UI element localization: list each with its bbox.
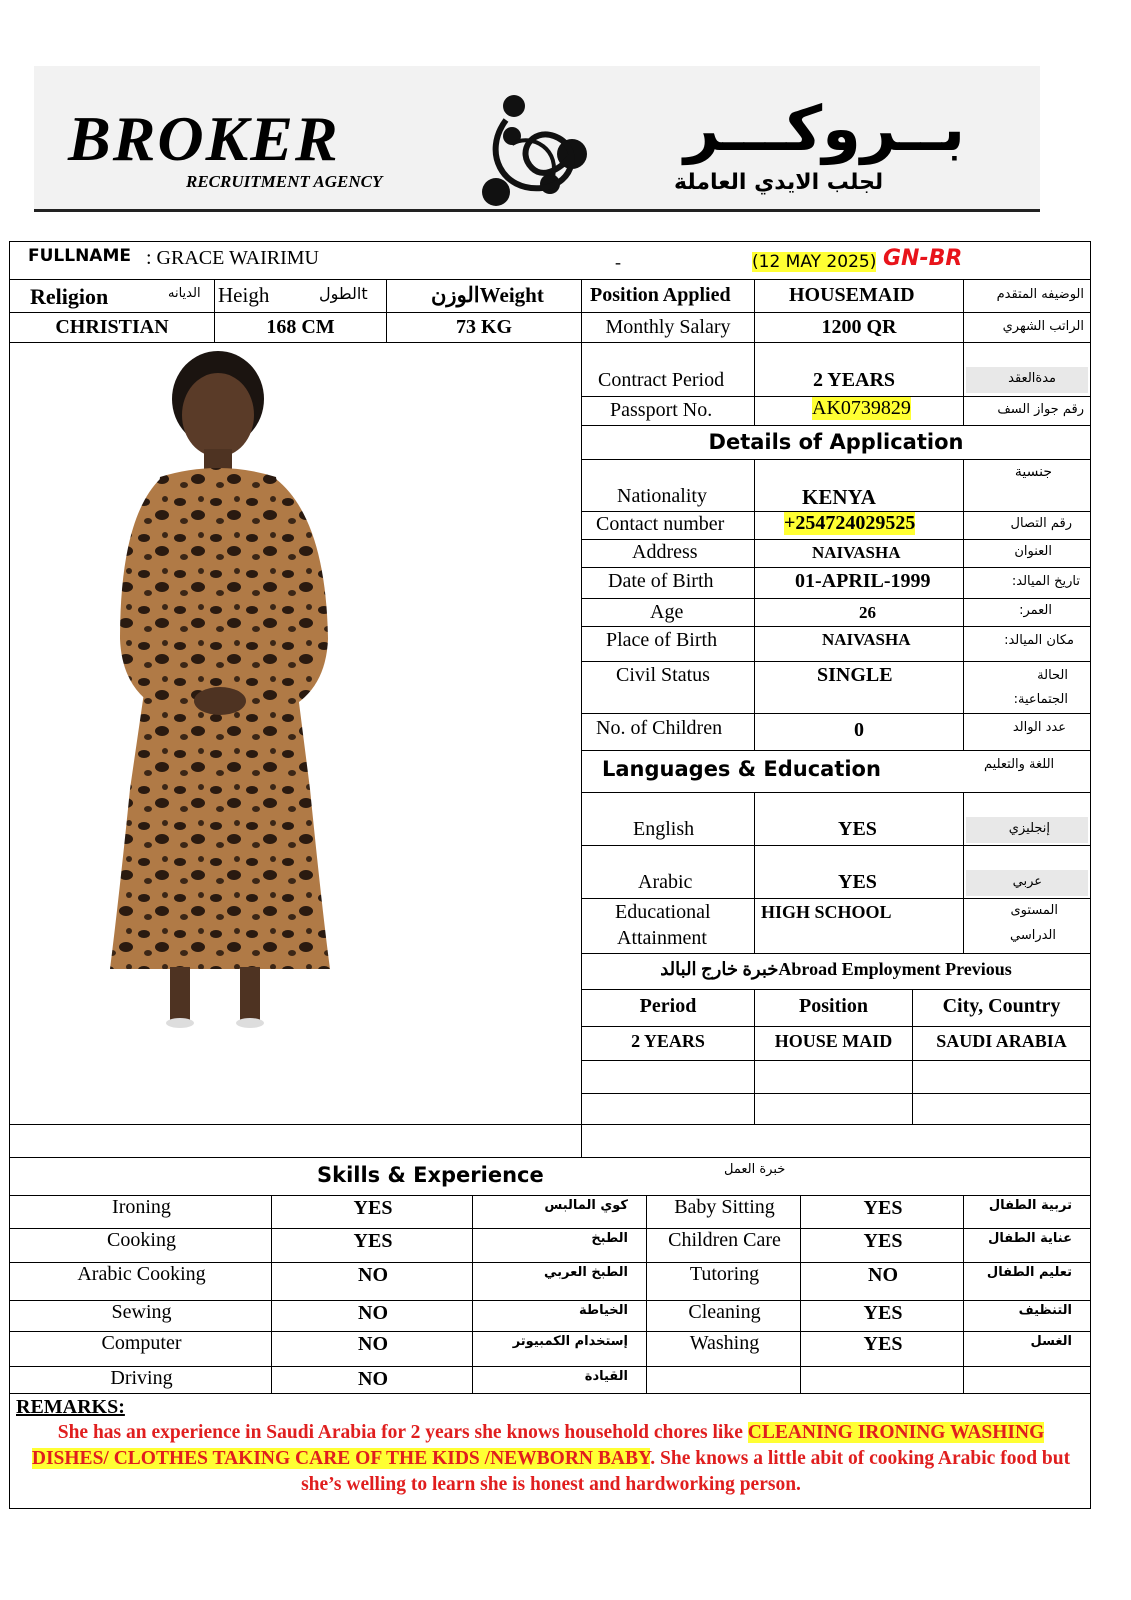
pob-label-cell [581,626,755,662]
age-label: Age [650,601,684,623]
skill-right-ar: عناية الطفال [988,1231,1072,1246]
skill-left-label: Ironing [112,1196,171,1218]
religion-label: Religion [30,284,109,309]
brand-name: BROKER [68,103,340,174]
candidate-photo [100,349,360,1029]
children-label-cell [581,713,755,751]
nationality-label-cell [581,459,755,512]
abroad-header-position: Position [754,989,913,1027]
skill-left-ar-cell [472,1300,647,1332]
nationality-value-cell [754,459,964,512]
skill-left-label: Sewing [111,1301,172,1323]
passport-value: AK0739829 [812,397,911,419]
position-value: HOUSEMAID [789,284,915,306]
skill-left-value: NO [358,1302,388,1324]
address-ar-cell [963,539,1091,568]
skill-left-ar: الخياطة [578,1303,628,1318]
skill-left-value: NO [358,1264,388,1286]
abroad-empty-2c [912,1093,1091,1125]
passport-value-cell [754,396,964,426]
arabic-value: YES [838,871,877,893]
arabic-ar: عربي [1012,874,1042,889]
english-label: English [633,818,695,840]
age-label-cell [581,598,755,627]
fullname-row [9,241,1091,280]
abroad-row-period: 2 YEARS [581,1026,755,1061]
skill-right-label: Baby Sitting [674,1196,775,1218]
fullname-label: FULLNAME [28,246,131,266]
age-ar-cell [963,598,1091,627]
abroad-header-city: City, Country [912,989,1091,1027]
skill-right-value-cell [800,1228,964,1263]
religion-header-cell [9,279,215,313]
spacer-right [581,1124,1091,1158]
age-value-cell [754,598,964,627]
skill-left-value-cell [271,1195,473,1229]
dob-value-cell [754,567,964,599]
weight-value-cell [386,312,582,343]
edu-label-line1: Educational [615,901,711,923]
skill-left-label-cell [9,1300,272,1332]
brand-subtitle: RECRUITMENT AGENCY [186,172,383,191]
skill-left-label-cell [9,1195,272,1229]
arabic-label-cell [581,845,755,899]
age-ar: العمر: [1019,603,1052,618]
reference-code: GN-BR [883,246,963,271]
contract-ar: مدةالعقد [1008,371,1056,386]
skill-left-value: NO [358,1368,388,1390]
skill-right-ar-cell [963,1195,1091,1229]
skill-right-ar-cell [963,1331,1091,1367]
dob-ar-cell [963,567,1091,599]
edu-ar-line2: الدراسي [1009,928,1056,943]
contact-value-cell [754,511,964,540]
address-label: Address [632,541,698,563]
weight-header-cell [386,279,582,313]
skill-left-label-cell [9,1228,272,1263]
skill-left-ar-cell [472,1366,647,1394]
arabic-brand: بــروكـــر [684,92,965,165]
weight-label: الوزنWeight [431,283,544,307]
remarks-highlight-1: CLEANING IRONING WASHING [747,1422,1045,1443]
children-ar-cell [963,713,1091,751]
address-ar: العنوان [1014,544,1052,559]
pob-label: Place of Birth [606,629,718,651]
skill-right-ar: التنظيف [1018,1303,1072,1318]
skill-left-ar: القيادة [584,1369,628,1384]
skill-right-label-cell [646,1195,801,1229]
position-label: Position Applied [590,284,731,306]
position-ar-cell [963,279,1091,313]
contract-label: Contract Period [598,369,725,391]
salary-ar: الراتب الشهري [1002,319,1084,334]
contact-label: Contact number [596,513,725,535]
salary-label-cell [581,312,755,343]
skill-left-value-cell [271,1366,473,1394]
height-label: Heigh [218,283,270,307]
dob-value: 01-APRIL-1999 [795,570,931,592]
contract-ar-cell [963,342,1091,397]
address-value-cell [754,539,964,568]
abroad-empty-2a [581,1093,755,1125]
skill-right-ar: الغسل [1030,1334,1072,1349]
arabic-ar-cell [963,845,1091,899]
details-title: Details of Application [708,430,964,454]
contact-value: +254724029525 [784,512,916,534]
abroad-empty-1b [754,1060,913,1094]
skill-left-label: Computer [101,1332,182,1354]
passport-label-cell [581,396,755,426]
edu-label-line2: Attainment [617,927,707,949]
edu-ar-line1: المستوى [1010,903,1058,918]
contract-label-cell [581,342,755,397]
skill-left-ar: الطبخ [591,1231,628,1246]
civil-value-cell [754,661,964,714]
address-value: NAIVASHA [812,543,901,562]
position-ar: الوضيفه المتقدم [996,287,1084,302]
salary-label: Monthly Salary [605,316,731,338]
salary-value: 1200 QR [821,316,897,338]
skill-right-label-cell [646,1366,801,1394]
skill-right-ar-cell [963,1228,1091,1263]
fullname-value: : GRACE WAIRIMU [146,247,319,269]
skill-right-value-cell [800,1331,964,1367]
skill-left-label: Cooking [107,1229,176,1251]
contract-value: 2 YEARS [813,369,896,391]
pob-value-cell [754,626,964,662]
skill-left-ar: الطبخ العربي [544,1265,628,1280]
nationality-value: KENYA [802,485,876,509]
details-title-cell [581,425,1091,460]
skill-right-value-cell [800,1366,964,1394]
languages-title-cell [581,750,1091,793]
english-value: YES [838,818,877,840]
skill-right-label-cell [646,1331,801,1367]
skill-left-label-cell [9,1366,272,1394]
skill-left-ar-cell [472,1228,647,1263]
abroad-row-city: SAUDI ARABIA [912,1026,1091,1061]
arabic-value-cell [754,845,964,899]
skill-left-label-cell [9,1262,272,1301]
pob-ar: مكان الميالد: [1004,633,1074,648]
skill-right-value-cell [800,1300,964,1332]
pob-value: NAIVASHA [822,630,911,649]
skill-right-label: Washing [689,1332,760,1354]
remarks-text [20,1420,1082,1498]
abroad-empty-1c [912,1060,1091,1094]
skill-right-ar-cell [963,1366,1091,1394]
salary-value-cell [754,312,964,343]
skills-title-ar: خبرة العمل [724,1162,786,1177]
edu-value-cell [754,898,964,954]
languages-title-ar: اللغة والتعليم [984,757,1055,772]
nationality-ar-cell [963,459,1091,512]
skill-right-value-cell [800,1262,964,1301]
skill-left-value: NO [358,1333,388,1355]
civil-ar: الحالة الجتماعية: [1013,668,1068,707]
contact-ar: رقم التصال [1010,516,1072,531]
skill-left-ar-cell [472,1262,647,1301]
skill-left-ar: كوي المالبس [544,1198,628,1213]
skill-left-ar-cell [472,1195,647,1229]
contact-ar-cell [963,511,1091,540]
skill-left-value: YES [353,1197,393,1219]
edu-label-cell [581,898,755,954]
english-label-cell [581,792,755,846]
remarks-part-3: . She knows a little abit of cooking Arabic food but she’s welling to learn she is honest and hardworking person. [301,1448,1071,1495]
skill-right-ar: تعليم الطفال [986,1265,1072,1280]
remarks-label: REMARKS: [16,1396,125,1418]
skill-left-label: Arabic Cooking [77,1263,206,1285]
remarks-part-1: She has an experience in Saudi Arabia for 2 years she knows household chores like [57,1422,748,1443]
skill-right-label-cell [646,1300,801,1332]
abroad-empty-2b [754,1093,913,1125]
position-label-cell [581,279,755,313]
skill-left-value-cell [271,1262,473,1301]
civil-label-cell [581,661,755,714]
skill-left-value-cell [271,1300,473,1332]
nationality-ar: جنسية [1014,464,1052,480]
children-value: 0 [854,719,864,741]
height-value: 168 CM [266,316,335,338]
languages-title: Languages & Education [602,757,881,781]
skills-title: Skills & Experience [317,1163,544,1187]
passport-ar: رقم جواز السف [997,402,1084,417]
skill-left-value-cell [271,1331,473,1367]
skill-right-value-cell [800,1195,964,1229]
contact-label-cell [581,511,755,540]
skill-right-value: NO [868,1264,898,1286]
passport-ar-cell [963,396,1091,426]
skill-right-ar-cell [963,1300,1091,1332]
skill-right-ar: تربية الطفال [988,1198,1072,1213]
children-ar: عدد الوالد [1012,720,1066,735]
height-header-cell [214,279,387,313]
civil-ar-cell [963,661,1091,714]
skill-right-value: YES [863,1197,903,1219]
abroad-title-cell [581,953,1091,990]
skill-left-value-cell [271,1228,473,1263]
spacer-left [9,1124,582,1158]
skill-right-label: Tutoring [689,1263,760,1285]
skill-right-label-cell [646,1228,801,1263]
english-ar: إنجليزي [1008,821,1050,836]
nationality-label: Nationality [617,485,707,507]
photo-area [9,342,582,1125]
dob-label: Date of Birth [608,570,714,592]
salary-ar-cell [963,312,1091,343]
arabic-label: Arabic [638,871,693,893]
position-value-cell [754,279,964,313]
religion-value: CHRISTIAN [55,316,169,338]
english-ar-cell [963,792,1091,846]
skill-right-value: YES [863,1302,903,1324]
skill-right-ar-cell [963,1262,1091,1301]
skill-right-label: Children Care [668,1229,781,1251]
skill-right-label-cell [646,1262,801,1301]
skill-left-label: Driving [110,1367,173,1389]
agency-logo-icon [472,92,602,210]
civil-value: SINGLE [817,664,893,686]
letterhead [34,66,1040,212]
dob-ar: تاريخ الميالد: [1011,574,1080,589]
skill-left-value: YES [353,1230,393,1252]
abroad-empty-1a [581,1060,755,1094]
arabic-subtitle: لجلب الايدي العاملة [674,170,884,195]
weight-value: 73 KG [455,316,513,338]
dash: - [615,252,621,272]
address-label-cell [581,539,755,568]
children-label: No. of Children [596,717,723,739]
skill-right-label: Cleaning [688,1301,761,1323]
age-value: 26 [859,603,876,622]
religion-ar: الديانه [168,286,201,301]
edu-ar-cell [963,898,1091,954]
skill-right-value: YES [863,1230,903,1252]
date-badge: (12 MAY 2025) [752,252,877,272]
abroad-header-period: Period [581,989,755,1027]
children-value-cell [754,713,964,751]
abroad-row-position: HOUSE MAID [754,1026,913,1061]
abroad-title: خبرة خارج البالدAbroad Employment Previous [660,959,1012,979]
edu-value: HIGH SCHOOL [761,902,892,922]
english-value-cell [754,792,964,846]
dob-label-cell [581,567,755,599]
skills-title-cell [9,1157,1091,1196]
passport-label: Passport No. [610,399,713,421]
height-value-cell [214,312,387,343]
religion-value-cell [9,312,215,343]
skill-left-ar: إستخدام الكمبيوتر [512,1334,628,1349]
contract-value-cell [754,342,964,397]
skill-right-value: YES [863,1333,903,1355]
pob-ar-cell [963,626,1091,662]
height-ar: الطولt [319,284,368,303]
remarks-highlight-2: DISHES/ CLOTHES TAKING CARE OF THE KIDS /NEWBORN BABY [31,1448,651,1469]
skill-left-label-cell [9,1331,272,1367]
skill-left-ar-cell [472,1331,647,1367]
civil-label: Civil Status [616,664,710,686]
